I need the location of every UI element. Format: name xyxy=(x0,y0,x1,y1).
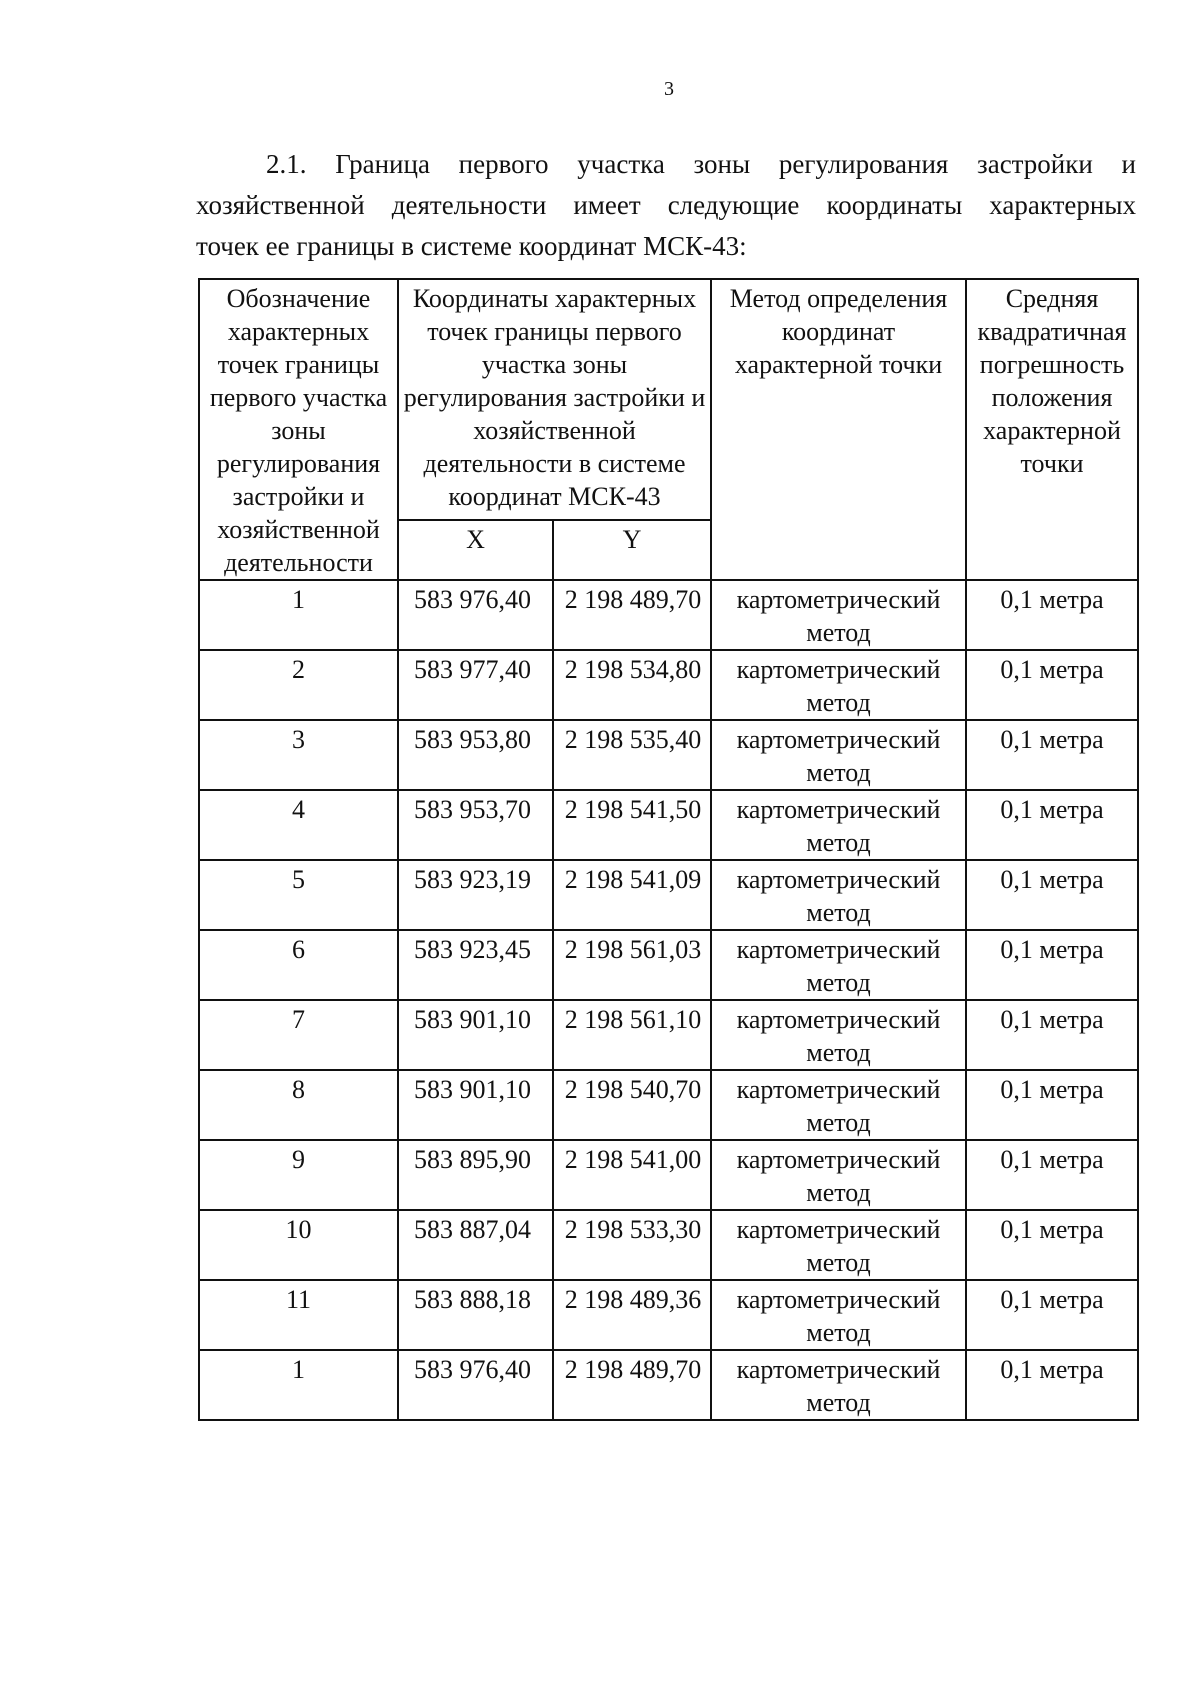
method-cell: картометрический метод xyxy=(711,860,966,930)
header-x: X xyxy=(398,520,553,580)
error-cell: 0,1 метра xyxy=(966,790,1138,860)
intro-line-2: хозяйственной деятельности имеет следующие координаты характерных xyxy=(196,190,1136,220)
table-row xyxy=(199,1350,1138,1420)
x-cell: 583 953,70 xyxy=(398,790,553,860)
point-cell: 11 xyxy=(199,1280,398,1350)
error-cell: 0,1 метра xyxy=(966,1000,1138,1070)
y-cell: 2 198 489,70 xyxy=(553,1350,711,1420)
error-cell: 0,1 метра xyxy=(966,1070,1138,1140)
x-cell: 583 888,18 xyxy=(398,1280,553,1350)
point-cell: 4 xyxy=(199,790,398,860)
table-row xyxy=(199,1000,1138,1070)
method-cell: картометрический метод xyxy=(711,580,966,650)
header-error: Средняя квадратичная погрешность положения характерной точки xyxy=(966,279,1138,580)
table-header xyxy=(199,279,1138,580)
y-cell: 2 198 535,40 xyxy=(553,720,711,790)
header-y: Y xyxy=(553,520,711,580)
y-cell: 2 198 541,00 xyxy=(553,1140,711,1210)
point-cell: 8 xyxy=(199,1070,398,1140)
point-cell: 9 xyxy=(199,1140,398,1210)
point-cell: 3 xyxy=(199,720,398,790)
method-cell: картометрический метод xyxy=(711,1210,966,1280)
x-cell: 583 923,19 xyxy=(398,860,553,930)
x-cell: 583 976,40 xyxy=(398,1350,553,1420)
x-cell: 583 923,45 xyxy=(398,930,553,1000)
table-row xyxy=(199,650,1138,720)
x-cell: 583 953,80 xyxy=(398,720,553,790)
header-point-designation: Обозначение характерных точек границы первого участка зоны регулирования застройки и хозяйственной деятельности xyxy=(199,279,398,580)
error-cell: 0,1 метра xyxy=(966,1350,1138,1420)
method-cell: картометрический метод xyxy=(711,650,966,720)
method-cell: картометрический метод xyxy=(711,1140,966,1210)
table-row xyxy=(199,1210,1138,1280)
table-body xyxy=(199,580,1138,1420)
x-cell: 583 887,04 xyxy=(398,1210,553,1280)
method-cell: картометрический метод xyxy=(711,720,966,790)
intro-paragraph xyxy=(196,144,1136,267)
method-cell: картометрический метод xyxy=(711,1070,966,1140)
error-cell: 0,1 метра xyxy=(966,1280,1138,1350)
x-cell: 583 976,40 xyxy=(398,580,553,650)
y-cell: 2 198 533,30 xyxy=(553,1210,711,1280)
table-row xyxy=(199,1070,1138,1140)
x-cell: 583 901,10 xyxy=(398,1070,553,1140)
method-cell: картометрический метод xyxy=(711,930,966,1000)
table-row xyxy=(199,1140,1138,1210)
x-cell: 583 977,40 xyxy=(398,650,553,720)
intro-line-1: 2.1. Граница первого участка зоны регулирования застройки и xyxy=(266,149,1136,179)
intro-line-3: точек ее границы в системе координат МСК-43: xyxy=(196,231,747,261)
error-cell: 0,1 метра xyxy=(966,650,1138,720)
point-cell: 7 xyxy=(199,1000,398,1070)
error-cell: 0,1 метра xyxy=(966,720,1138,790)
table-row xyxy=(199,720,1138,790)
method-cell: картометрический метод xyxy=(711,790,966,860)
y-cell: 2 198 561,10 xyxy=(553,1000,711,1070)
y-cell: 2 198 541,50 xyxy=(553,790,711,860)
header-method: Метод определения координат характерной точки xyxy=(711,279,966,580)
point-cell: 1 xyxy=(199,1350,398,1420)
y-cell: 2 198 489,36 xyxy=(553,1280,711,1350)
page-number: 3 xyxy=(664,78,674,100)
x-cell: 583 895,90 xyxy=(398,1140,553,1210)
method-cell: картометрический метод xyxy=(711,1350,966,1420)
y-cell: 2 198 561,03 xyxy=(553,930,711,1000)
coordinates-table xyxy=(198,278,1139,1421)
y-cell: 2 198 541,09 xyxy=(553,860,711,930)
y-cell: 2 198 534,80 xyxy=(553,650,711,720)
method-cell: картометрический метод xyxy=(711,1000,966,1070)
error-cell: 0,1 метра xyxy=(966,1210,1138,1280)
point-cell: 5 xyxy=(199,860,398,930)
point-cell: 1 xyxy=(199,580,398,650)
point-cell: 6 xyxy=(199,930,398,1000)
error-cell: 0,1 метра xyxy=(966,580,1138,650)
method-cell: картометрический метод xyxy=(711,1280,966,1350)
table-row xyxy=(199,1280,1138,1350)
x-cell: 583 901,10 xyxy=(398,1000,553,1070)
y-cell: 2 198 540,70 xyxy=(553,1070,711,1140)
point-cell: 10 xyxy=(199,1210,398,1280)
error-cell: 0,1 метра xyxy=(966,860,1138,930)
table-row xyxy=(199,930,1138,1000)
y-cell: 2 198 489,70 xyxy=(553,580,711,650)
error-cell: 0,1 метра xyxy=(966,1140,1138,1210)
table-row xyxy=(199,580,1138,650)
point-cell: 2 xyxy=(199,650,398,720)
table-row xyxy=(199,860,1138,930)
error-cell: 0,1 метра xyxy=(966,930,1138,1000)
table-row xyxy=(199,790,1138,860)
header-coordinates: Координаты характерных точек границы первого участка зоны регулирования застройки и хозяйственной деятельности в системе координат МСК-43 xyxy=(398,279,711,520)
